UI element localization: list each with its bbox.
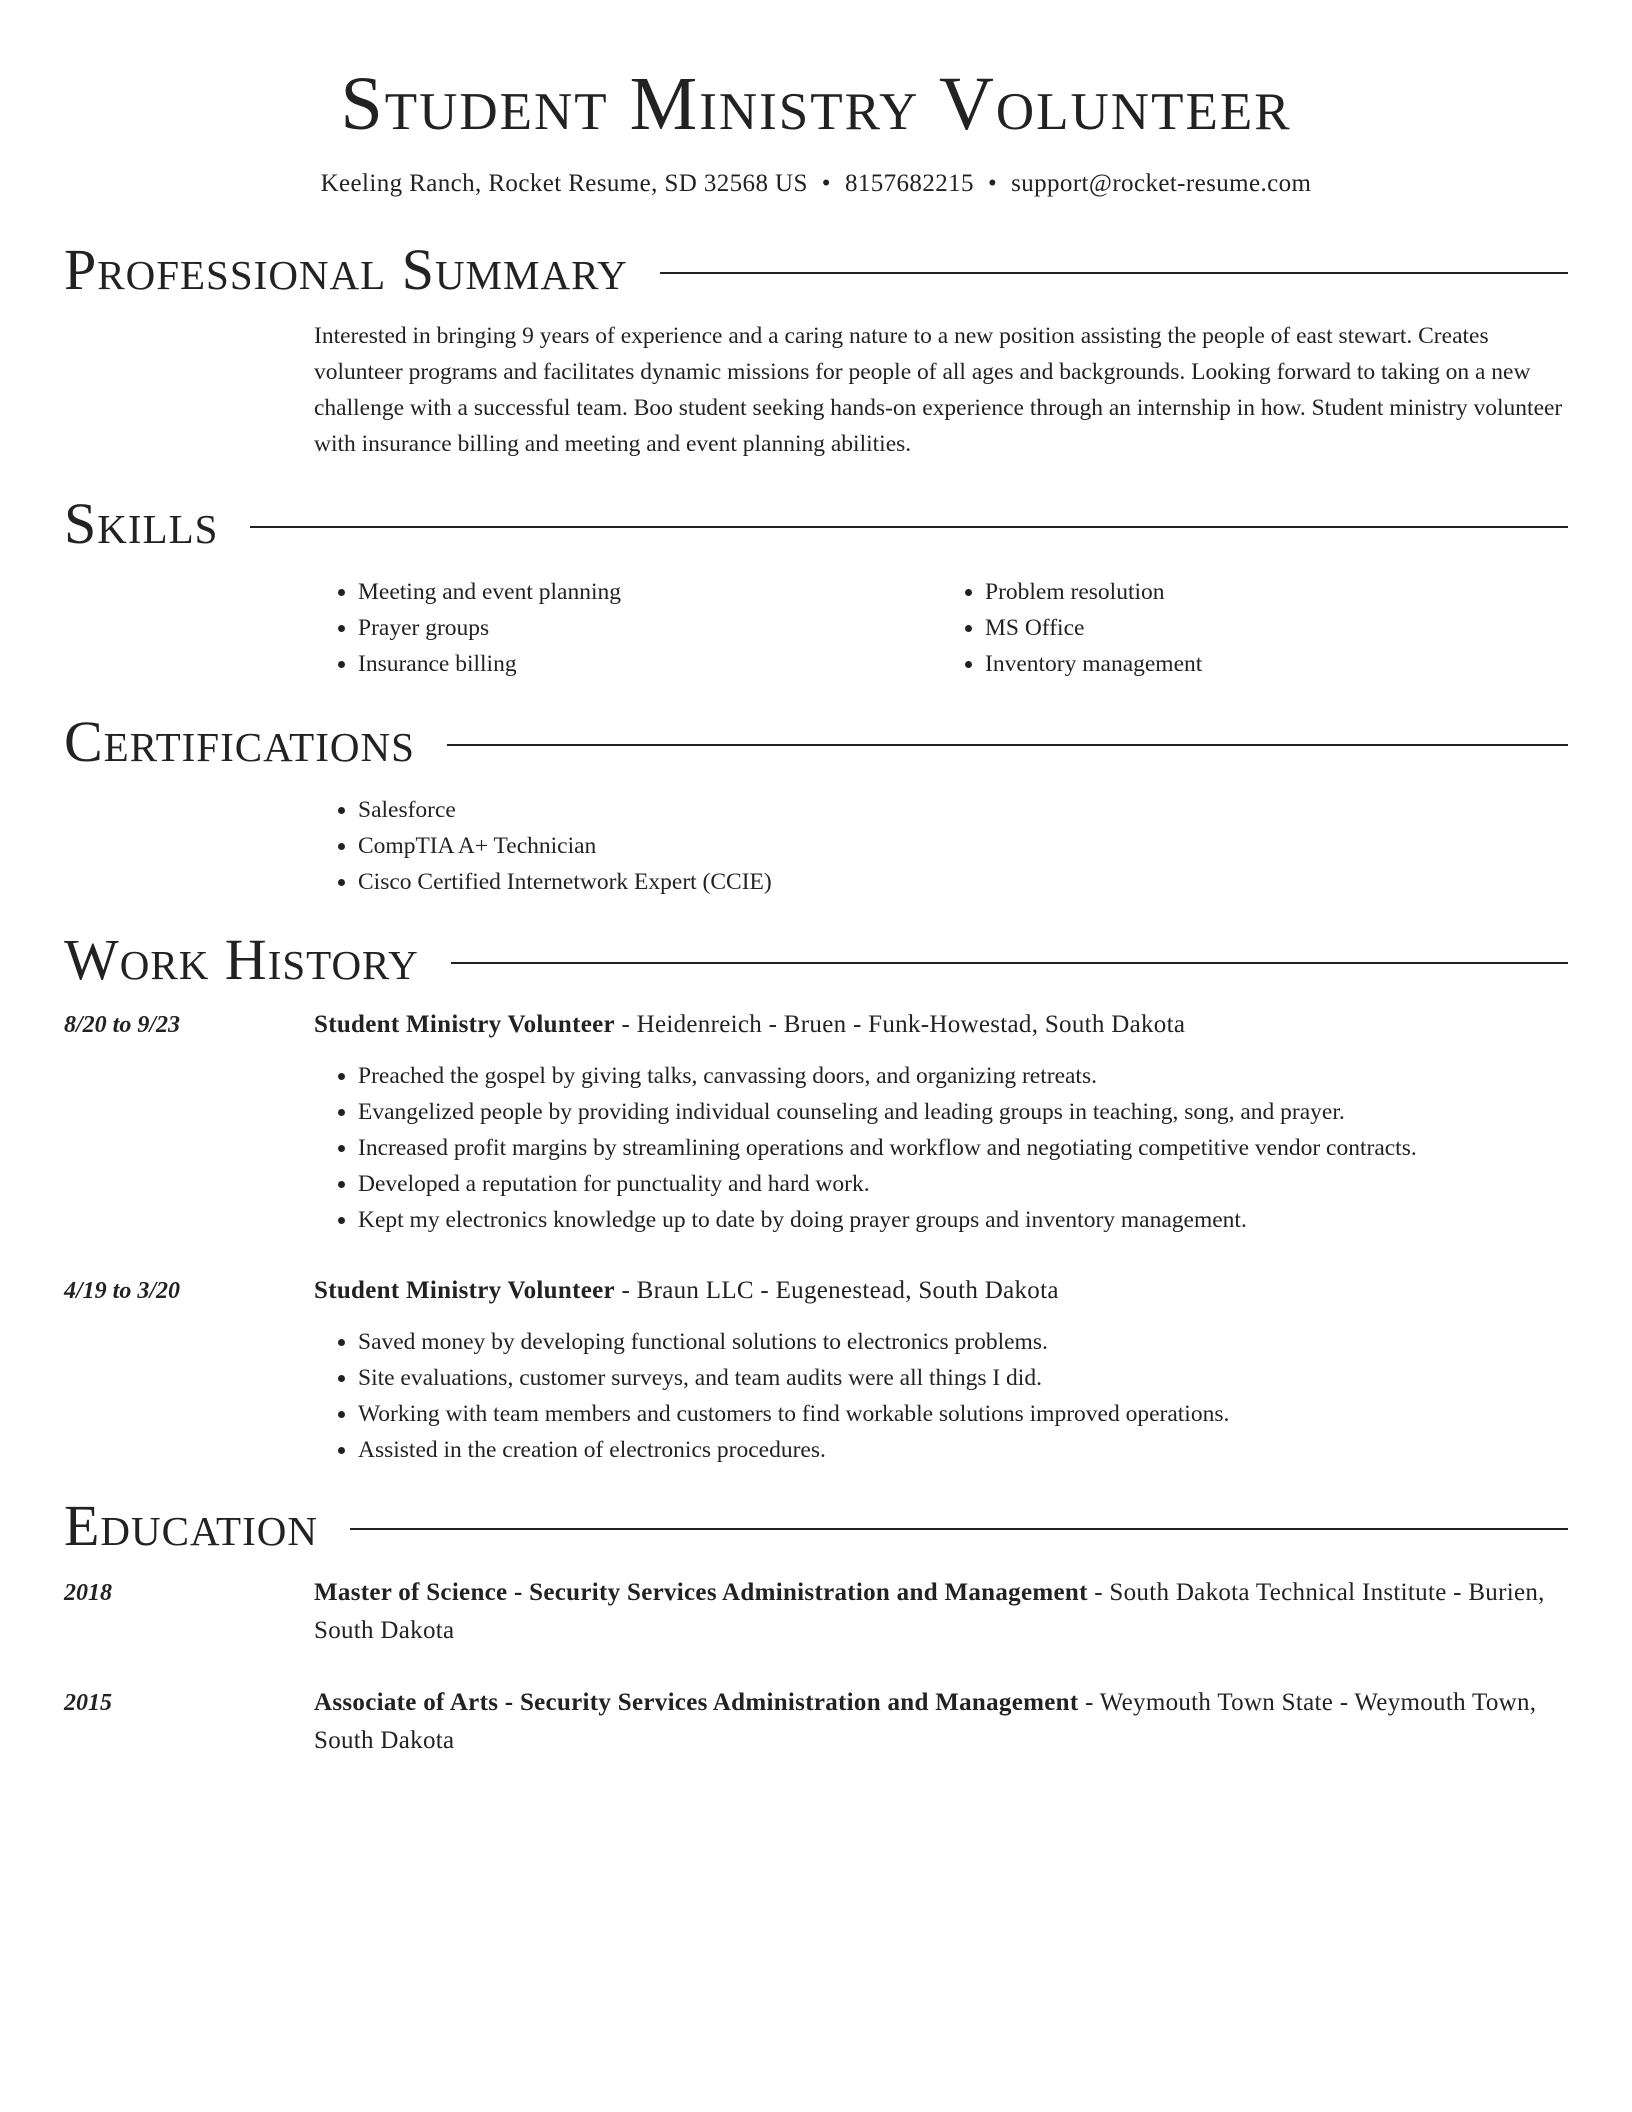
skills-list-left xyxy=(314,574,941,682)
education-year: 2018 xyxy=(64,1580,112,1606)
work-bullet: • Site evaluations, customer surveys, and team audits were all things I did. xyxy=(358,1360,1568,1396)
summary-text: Interested in bringing 9 years of experience and a caring nature to a new position assisting the people of east stewart. Creates volunteer programs and facilitates dynamic missions for people of all ages and backgrounds. Looking forward to taking on a new challenge with a successful team. Boo student seeking hands-on experience through an internship in how. Student ministry volunteer with insurance billing and meeting and event planning abilities. xyxy=(314,323,1563,457)
work-bullets xyxy=(314,1058,1568,1238)
skills-section-header xyxy=(64,492,1568,556)
section-divider xyxy=(250,526,1568,528)
job-title: Student Ministry Volunteer xyxy=(314,1011,615,1038)
education-entry xyxy=(64,1574,1568,1650)
section-divider xyxy=(451,962,1568,964)
summary-section-header xyxy=(64,238,1568,302)
certification-item: • Cisco Certified Internetwork Expert (CCIE) xyxy=(358,864,1568,900)
skill-item: • Inventory management xyxy=(985,646,1568,682)
work-bullet: • Kept my electronics knowledge up to date by doing prayer groups and inventory management. xyxy=(358,1202,1568,1238)
education-section-header xyxy=(64,1494,1568,1558)
summary-title: Professional Summary xyxy=(64,237,628,302)
school-info: - Weymouth Town State - Weymouth Town, South Dakota xyxy=(314,1689,1537,1754)
degree-title: Associate of Arts - Security Services Administration and Management xyxy=(314,1689,1079,1716)
skills-list-right xyxy=(941,574,1568,682)
skill-item: • Meeting and event planning xyxy=(358,574,941,610)
work-entry xyxy=(64,1006,1568,1238)
education-title: Education xyxy=(64,1493,318,1558)
work-dates: 4/19 to 3/20 xyxy=(64,1278,181,1304)
work-entry-body xyxy=(314,1006,1568,1238)
education-heading xyxy=(314,1684,1568,1760)
contact-address: Keeling Ranch, Rocket Resume, SD 32568 US xyxy=(320,170,808,197)
work-section-header xyxy=(64,928,1568,992)
section-divider xyxy=(660,272,1568,274)
work-heading xyxy=(314,1272,1568,1310)
contact-email: support@rocket-resume.com xyxy=(1011,170,1312,197)
candidate-name: Student Ministry Volunteer xyxy=(340,62,1292,146)
work-bullet: • Saved money by developing functional solutions to electronics problems. xyxy=(358,1324,1568,1360)
certifications-section-header xyxy=(64,710,1568,774)
contact-phone: 8157682215 xyxy=(844,170,974,197)
work-bullet: • Increased profit margins by streamlining operations and workflow and negotiating competitive vendor contracts. xyxy=(358,1130,1568,1166)
education-heading xyxy=(314,1574,1568,1650)
degree-title: Master of Science - Security Services Administration and Management xyxy=(314,1579,1088,1606)
education-year: 2015 xyxy=(64,1690,112,1716)
skills-grid xyxy=(314,574,1568,682)
job-employer: - Braun LLC - Eugenestead, South Dakota xyxy=(614,1277,1059,1304)
education-entry xyxy=(64,1684,1568,1760)
job-title: Student Ministry Volunteer xyxy=(314,1277,615,1304)
job-employer: - Heidenreich - Bruen - Funk-Howestad, South Dakota xyxy=(614,1011,1186,1038)
skill-item: • MS Office xyxy=(985,610,1568,646)
work-title: Work History xyxy=(64,927,419,992)
skill-item: • Prayer groups xyxy=(358,610,941,646)
work-bullet: • Evangelized people by providing individual counseling and leading groups in teaching, song, and prayer. xyxy=(358,1094,1568,1130)
skill-item: • Insurance billing xyxy=(358,646,941,682)
work-heading xyxy=(314,1006,1568,1044)
section-divider xyxy=(350,1528,1568,1530)
certifications-list-wrapper xyxy=(314,792,1568,900)
school-info: - South Dakota Technical Institute - Burien, South Dakota xyxy=(314,1579,1545,1644)
certification-item: • CompTIA A+ Technician xyxy=(358,828,1568,864)
skill-item: • Problem resolution xyxy=(985,574,1568,610)
work-bullet: • Developed a reputation for punctuality and hard work. xyxy=(358,1166,1568,1202)
certifications-list xyxy=(314,792,1568,900)
section-divider xyxy=(447,744,1568,746)
work-bullet: • Assisted in the creation of electronics procedures. xyxy=(358,1432,1568,1468)
contact-separator: • xyxy=(821,170,831,197)
contact-line xyxy=(64,168,1568,200)
certifications-title: Certifications xyxy=(64,709,415,774)
work-entry-body xyxy=(314,1272,1568,1468)
skills-title: Skills xyxy=(64,491,219,556)
work-bullet: • Preached the gospel by giving talks, canvassing doors, and organizing retreats. xyxy=(358,1058,1568,1094)
work-bullet: • Working with team members and customers to find workable solutions improved operations. xyxy=(358,1396,1568,1432)
contact-separator: • xyxy=(987,170,998,197)
work-entry xyxy=(64,1272,1568,1468)
work-bullets xyxy=(314,1324,1568,1468)
work-dates: 8/20 to 9/23 xyxy=(64,1012,181,1038)
certification-item: • Salesforce xyxy=(358,792,1568,828)
